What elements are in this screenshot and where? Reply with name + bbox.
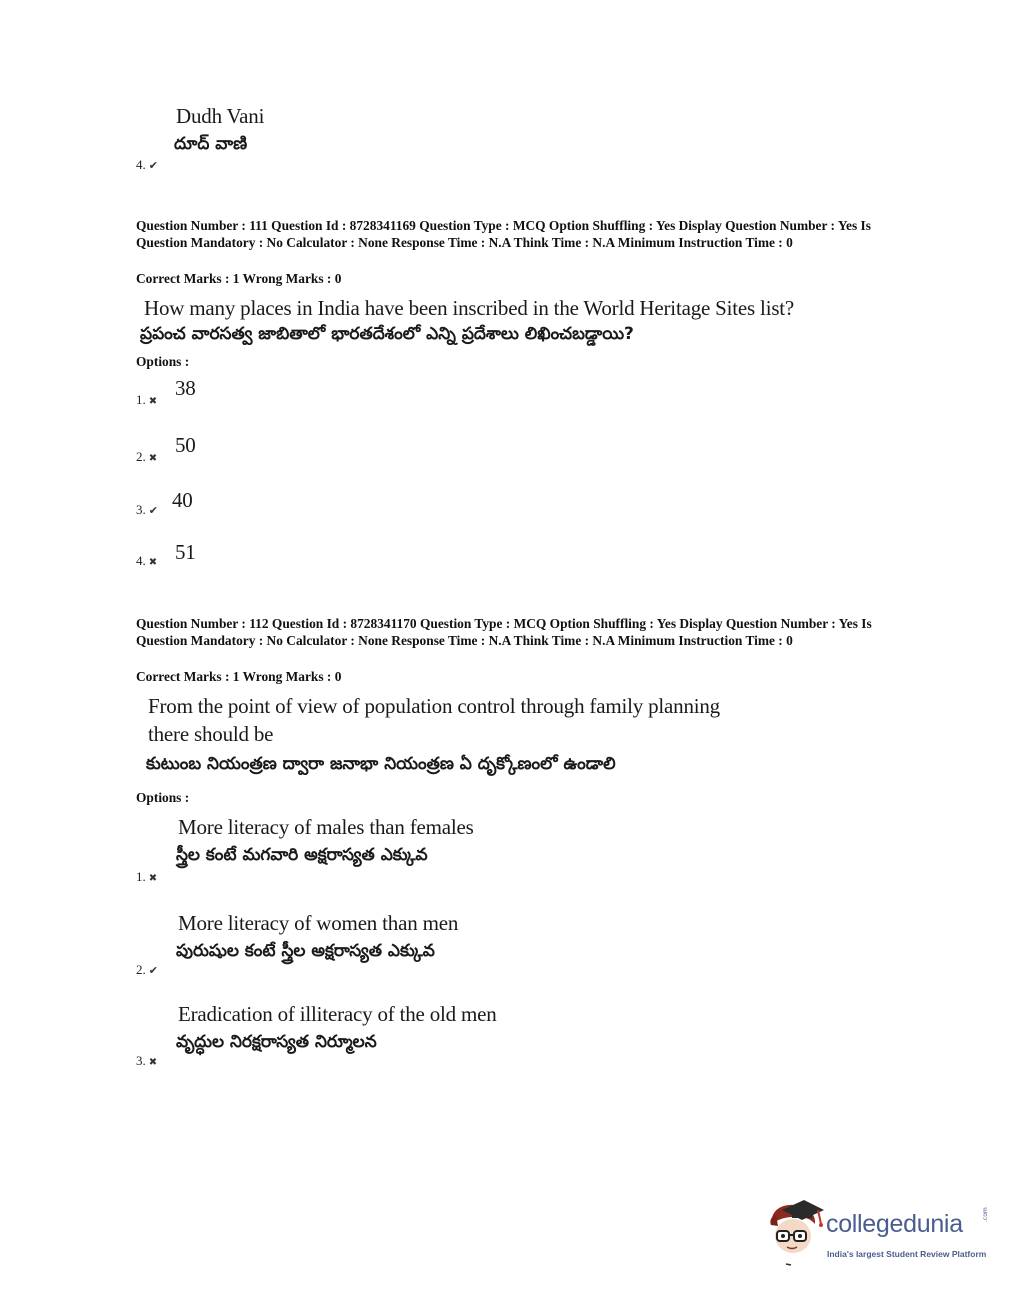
wrong-cross-icon: ✖ [148,453,158,464]
q112-option-1-telugu: స్త్రీల కంటే మగవారి అక్షరాస్యత ఎక్కువ [176,845,428,865]
q111-option-1-marker [136,392,157,408]
q112-question-english-line2: there should be [148,722,274,746]
top-option-number [136,157,158,173]
q111-question-telugu: ప్రపంచ వారసత్వ జాబితాలో భారతదేశంలో ఎన్ని ప్రదేశాలు లిఖించబడ్డాయి? [140,324,634,344]
q112-option-1-english: More literacy of males than females [178,815,474,839]
correct-check-icon: ✔ [148,964,158,977]
q112-options-label: Options : [136,790,190,805]
top-option-telugu: దూద్ వాణి [174,134,248,154]
q111-option-3-text: 40 [172,488,193,512]
option-number: 3. [136,1053,146,1068]
wrong-cross-icon: ✖ [148,396,158,407]
wrong-cross-icon: ✖ [148,873,158,884]
q111-option-4-text: 51 [175,540,196,564]
correct-check-icon: ✔ [148,504,158,517]
q112-option-2-marker [136,962,158,978]
q111-option-3-marker [136,502,158,518]
wrong-cross-icon: ✖ [148,1057,158,1068]
q112-option-3-telugu: వృద్ధుల నిరక్షరాస్యత నిర్మూలన [176,1032,377,1052]
option-number: 1. [136,869,146,884]
q111-marks: Correct Marks : 1 Wrong Marks : 0 [136,271,342,286]
option-number: 4. [136,553,146,568]
option-number: 3. [136,502,146,517]
q112-marks: Correct Marks : 1 Wrong Marks : 0 [136,669,342,684]
option-number: 2. [136,449,146,464]
option-number: 1. [136,392,146,407]
option-number: 2. [136,962,146,977]
correct-check-icon: ✔ [148,159,158,172]
logo-suffix: .com [982,1207,989,1222]
q111-option-1-text: 38 [175,376,196,400]
q111-option-4-marker [136,553,157,569]
option-number: 4. [136,157,146,172]
q112-option-3-english: Eradication of illiteracy of the old men [178,1002,497,1026]
q111-option-2-marker [136,449,157,465]
logo-tagline: India's largest Student Review Platform [827,1249,987,1259]
q112-option-1-marker [136,869,157,885]
q111-option-2-text: 50 [175,433,196,457]
q111-options-label: Options : [136,354,190,369]
q112-option-3-marker [136,1053,157,1069]
q112-meta: Question Number : 112 Question Id : 8728341170 Question Type : MCQ Option Shuffling : Yes Display Question Number : Yes Is Question Mandatory : No Calculator : None Response Time : N.A Think Time : N.A Minimum Instruction Time : 0 [136,616,872,648]
logo-wordmark: collegedunia [826,1210,963,1238]
collegedunia-logo [766,1198,996,1268]
q112-question-english-line1: From the point of view of population control through family planning [148,694,720,718]
top-option-english: Dudh Vani [176,104,265,128]
wrong-cross-icon: ✖ [148,557,158,568]
q111-meta: Question Number : 111 Question Id : 8728341169 Question Type : MCQ Option Shuffling : Yes Display Question Number : Yes Is Question Mandatory : No Calculator : None Response Time : N.A Think Time : N.A Minimum Instruction Time : 0 [136,218,871,250]
q112-question-telugu: కుటుంబ నియంత్రణ ద్వారా జనాభా నియంత్రణ ఏ దృక్కోణంలో ఉండాలి [146,754,616,774]
q112-option-2-telugu: పురుషుల కంటే స్త్రీల అక్షరాస్యత ఎక్కువ [176,941,435,961]
q111-question-english: How many places in India have been inscribed in the World Heritage Sites list? [144,296,795,320]
q112-option-2-english: More literacy of women than men [178,911,459,935]
student-mascot-icon [766,1198,826,1268]
